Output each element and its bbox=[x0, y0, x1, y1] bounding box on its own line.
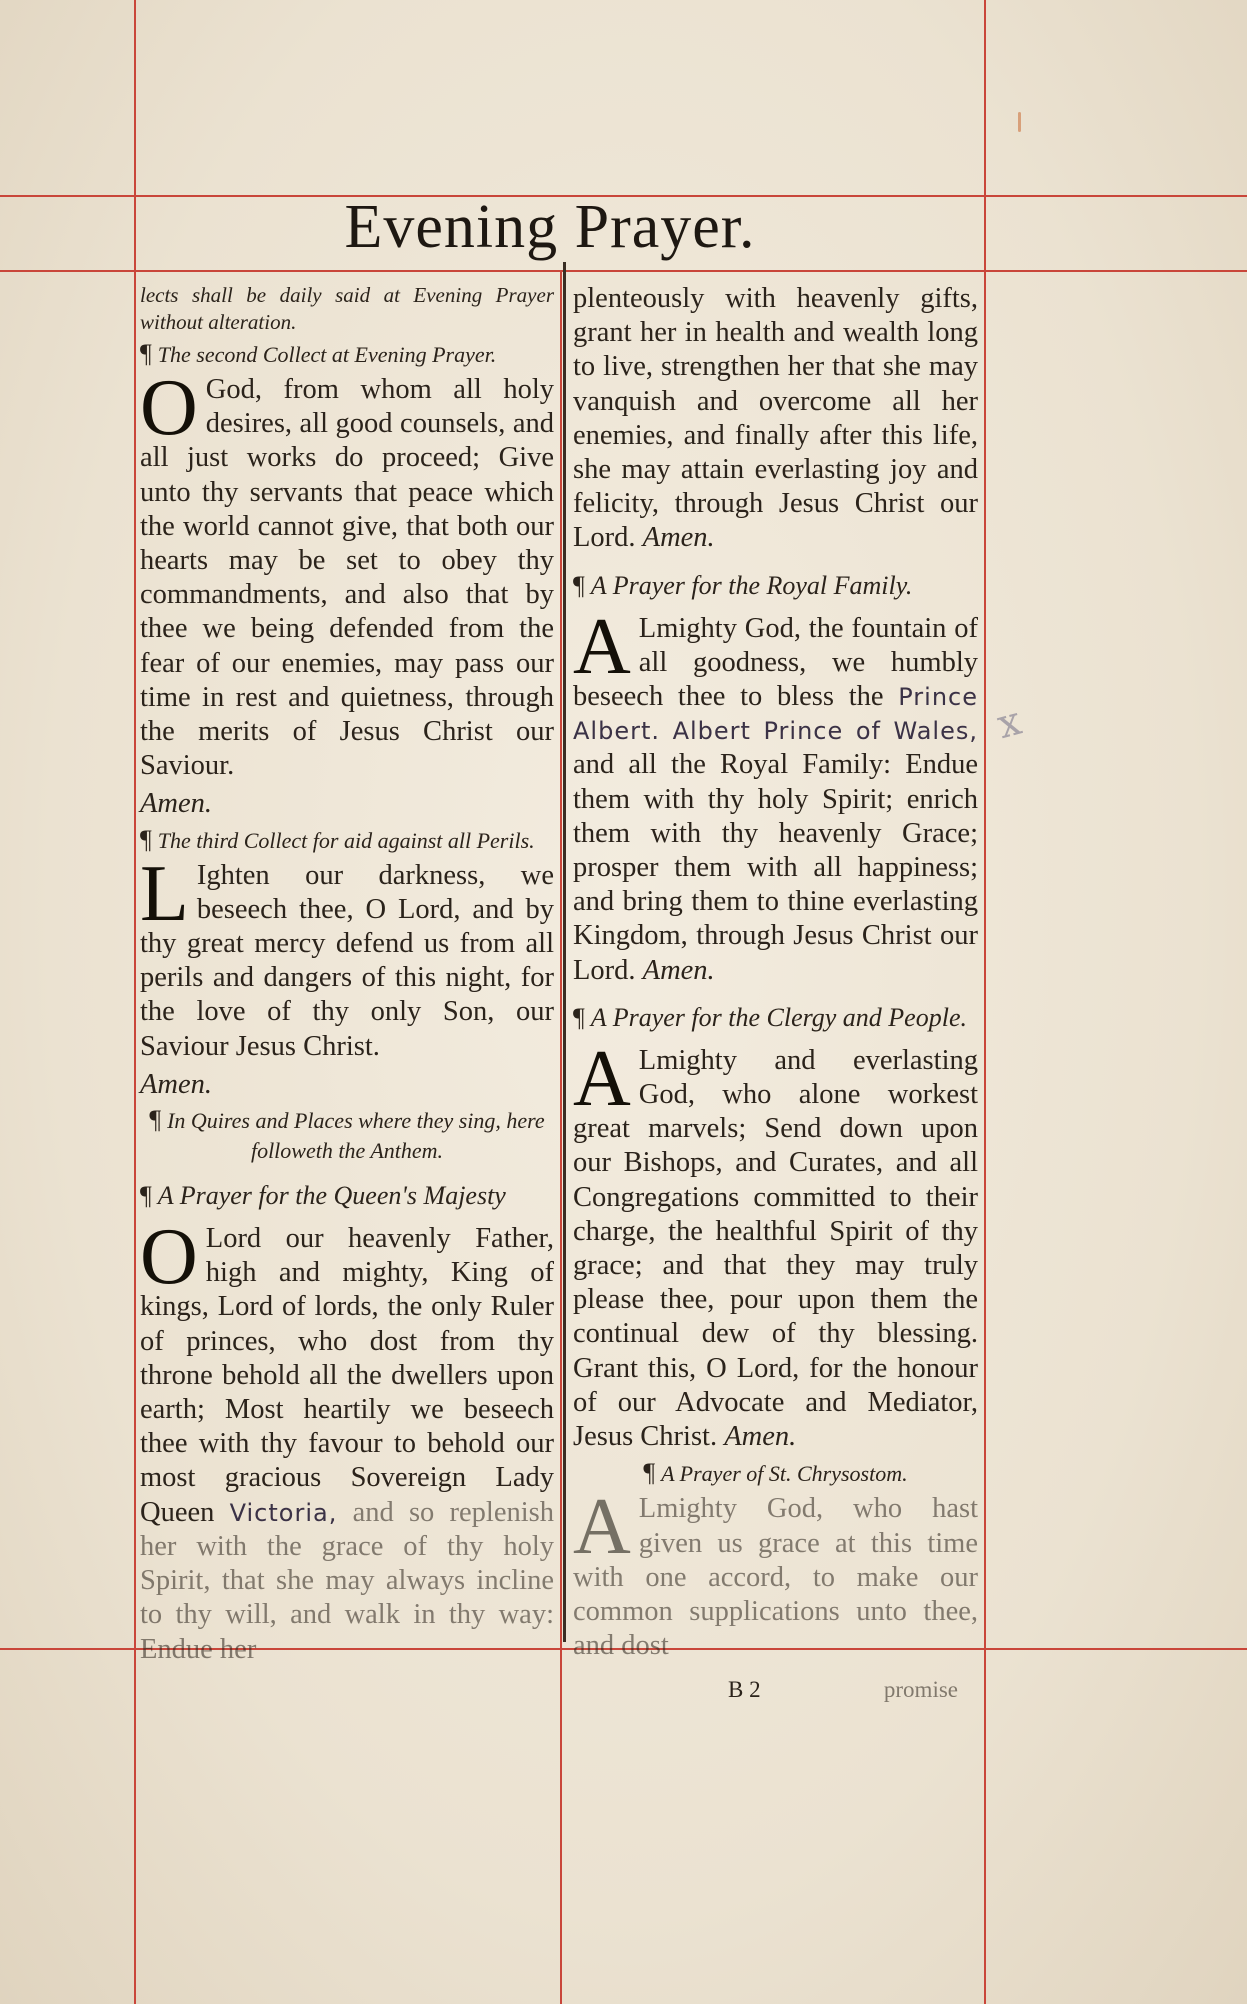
drop-cap: A bbox=[573, 1483, 631, 1572]
center-rule bbox=[560, 270, 562, 2004]
chrysostom-heading: ¶ A Prayer of St. Chrysostom. bbox=[643, 1458, 908, 1488]
continued-text: plenteously with heavenly gifts, grant her in health and wealth long to live, strengthen her that she may vanquish and overcome all her enemies, and finally after this life, she may attain everlasting joy and felicity, through Jesus Christ our Lord. Amen. bbox=[573, 283, 978, 554]
queen-heading: ¶ A Prayer for the Queen's Majesty bbox=[140, 1181, 506, 1211]
right-column bbox=[573, 282, 978, 1703]
clergy-heading: ¶ A Prayer for the Clergy and People. bbox=[573, 1002, 967, 1032]
handwritten-insertion: Prince Albert. Albert Prince of Wales, bbox=[573, 683, 978, 746]
right-margin-rule bbox=[984, 0, 986, 2004]
collect2-heading: ¶ The second Collect at Evening Prayer. bbox=[140, 339, 497, 368]
column-divider bbox=[563, 262, 566, 1642]
signature-mark: B 2 bbox=[728, 1677, 761, 1703]
ink-spot bbox=[1018, 112, 1021, 132]
collect3-amen: Amen. bbox=[140, 1068, 213, 1100]
margin-pencil-mark: x bbox=[992, 697, 1027, 749]
drop-cap: O bbox=[140, 1213, 198, 1302]
drop-cap: A bbox=[573, 602, 631, 691]
page-footer bbox=[573, 1673, 978, 1707]
collect3-text: L Ighten our darkness, we beseech thee, O Lord, and by thy great mercy defend us from all perils and dangers of this night, for the love of thy only Son, our Saviour Jesus Christ. bbox=[140, 849, 554, 1062]
intro-rubric: lects shall be daily said at Evening Prayer without alteration. bbox=[140, 283, 554, 334]
drop-cap: L bbox=[140, 849, 189, 938]
left-column bbox=[140, 282, 554, 1665]
queen-text: O Lord our heavenly Father, high and mighty, King of kings, Lord of lords, the only Ruler of princes, who dost from thy throne behold all the dwellers upon earth; Most heartily we beseech thee with thy favour to behold our most gracious Sovereign Lady Queen Victoria, and so replenish her with the grace of thy holy Spirit, that she may always incline to thy will, and walk in thy way: Endue her bbox=[140, 1213, 554, 1665]
chrysostom-text: A Lmighty God, who hast given us grace at this time with one accord, to make our common supplications unto thee, and dost bbox=[573, 1483, 978, 1662]
royal-text: A Lmighty God, the fountain of all goodness, we humbly beseech thee to bless the Prince Albert. Albert Prince of Wales, and all the Royal Family: Endue them with thy holy Spirit; enrich them with thy heavenly Grace; prosper them with all happiness; and bring them to thine everlasting Kingdom, through Jesus Christ our Lord. Amen. bbox=[573, 602, 978, 986]
collect2-amen: Amen. bbox=[140, 788, 213, 820]
title-rule bbox=[0, 270, 1247, 272]
royal-heading: ¶ A Prayer for the Royal Family. bbox=[573, 570, 913, 600]
quires-note: ¶ In Quires and Places where they sing, here followeth the Anthem. bbox=[149, 1105, 545, 1164]
drop-cap: O bbox=[140, 364, 198, 452]
handwritten-name: Victoria, bbox=[229, 1498, 338, 1527]
collect3-heading: ¶ The third Collect for aid against all Perils. bbox=[140, 824, 535, 854]
page-title: Evening Prayer. bbox=[344, 193, 756, 261]
left-margin-rule bbox=[134, 0, 136, 2004]
collect2-text: O God, from whom all holy desires, all good counsels, and all just works do proceed; Give unto thy servants that peace which the world cannot give, that both our hearts may be set to obey thy commandments, and also that by thee we being defended from the fear of our enemies, may pass our time in rest and quietness, through the merits of Jesus Christ our Saviour. bbox=[140, 364, 554, 782]
catchword: promise bbox=[883, 1677, 958, 1703]
drop-cap: A bbox=[573, 1034, 631, 1123]
clergy-text: A Lmighty and everlasting God, who alone workest great marvels; Send down upon our Bishops, and Curates, and all Congregations committed to their charge, the healthful Spirit of thy grace; and that they may truly please thee, pour upon them the continual dew of thy blessing. Grant this, O Lord, for the honour of our Advocate and Mediator, Jesus Christ. Amen. bbox=[573, 1034, 978, 1453]
